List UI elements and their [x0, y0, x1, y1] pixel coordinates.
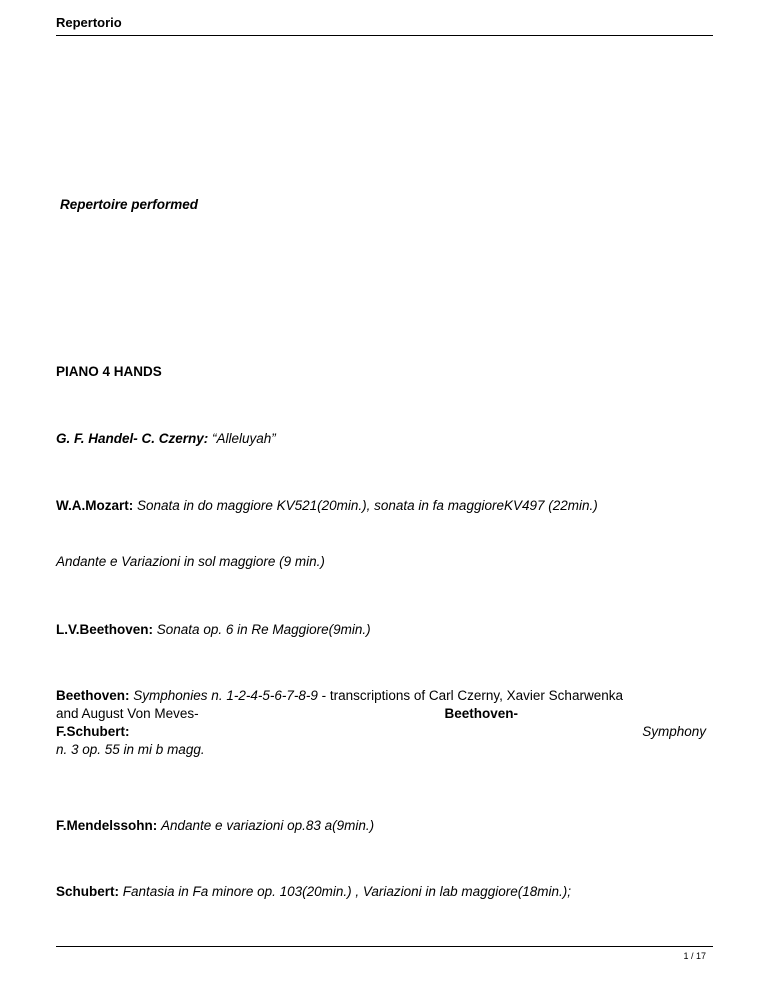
- page-header-title: Repertorio: [56, 15, 122, 30]
- work-title: n. 3 op. 55 in mi b magg.: [56, 742, 205, 757]
- composer-name: Beethoven-: [444, 706, 518, 721]
- work-title: Sonata op. 6 in Re Maggiore(9min.): [156, 622, 371, 637]
- entry-mozart: [56, 497, 598, 515]
- composer-name: W.A.Mozart:: [56, 498, 137, 513]
- work-title: “Alleluyah”: [212, 431, 276, 446]
- composer-name: L.V.Beethoven:: [56, 622, 157, 637]
- entry-handel: [56, 430, 276, 448]
- header-divider: [56, 35, 713, 36]
- entry-schubert: [56, 883, 571, 901]
- entry-mendelssohn: [56, 817, 374, 835]
- entry-mozart-andante: Andante e Variazioni in sol maggiore (9 min.): [56, 554, 325, 569]
- work-note: - transcriptions of Carl Czerny, Xavier Scharwenka: [317, 688, 623, 703]
- composer-name: Beethoven:: [56, 688, 134, 703]
- work-title: Andante e variazioni op.83 a(9min.): [161, 818, 375, 833]
- work-title: Sonata in do maggiore KV521(20min.), sonata in fa maggioreKV497 (22min.): [137, 498, 598, 513]
- composer-name: G. F. Handel- C. Czerny:: [56, 431, 213, 446]
- work-title: Symphonies n. 1-2-4-5-6-7-8-9: [133, 688, 318, 703]
- entry-beethoven-symphonies: [56, 687, 706, 759]
- document-heading: Repertoire performed: [60, 197, 199, 212]
- composer-name: F.Schubert:: [56, 724, 130, 739]
- composer-name: F.Mendelssohn:: [56, 818, 162, 833]
- entry-beethoven-sonata: [56, 621, 371, 639]
- section-title: PIANO 4 HANDS: [56, 364, 162, 379]
- composer-name: Schubert:: [56, 884, 123, 899]
- footer-divider: [56, 946, 713, 947]
- page-number: 1 / 17: [683, 951, 706, 961]
- work-title: Fantasia in Fa minore op. 103(20min.) , Variazioni in lab maggiore(18min.);: [122, 884, 571, 899]
- work-note: and August Von Meves-: [56, 706, 199, 721]
- work-title: Symphony: [642, 724, 706, 739]
